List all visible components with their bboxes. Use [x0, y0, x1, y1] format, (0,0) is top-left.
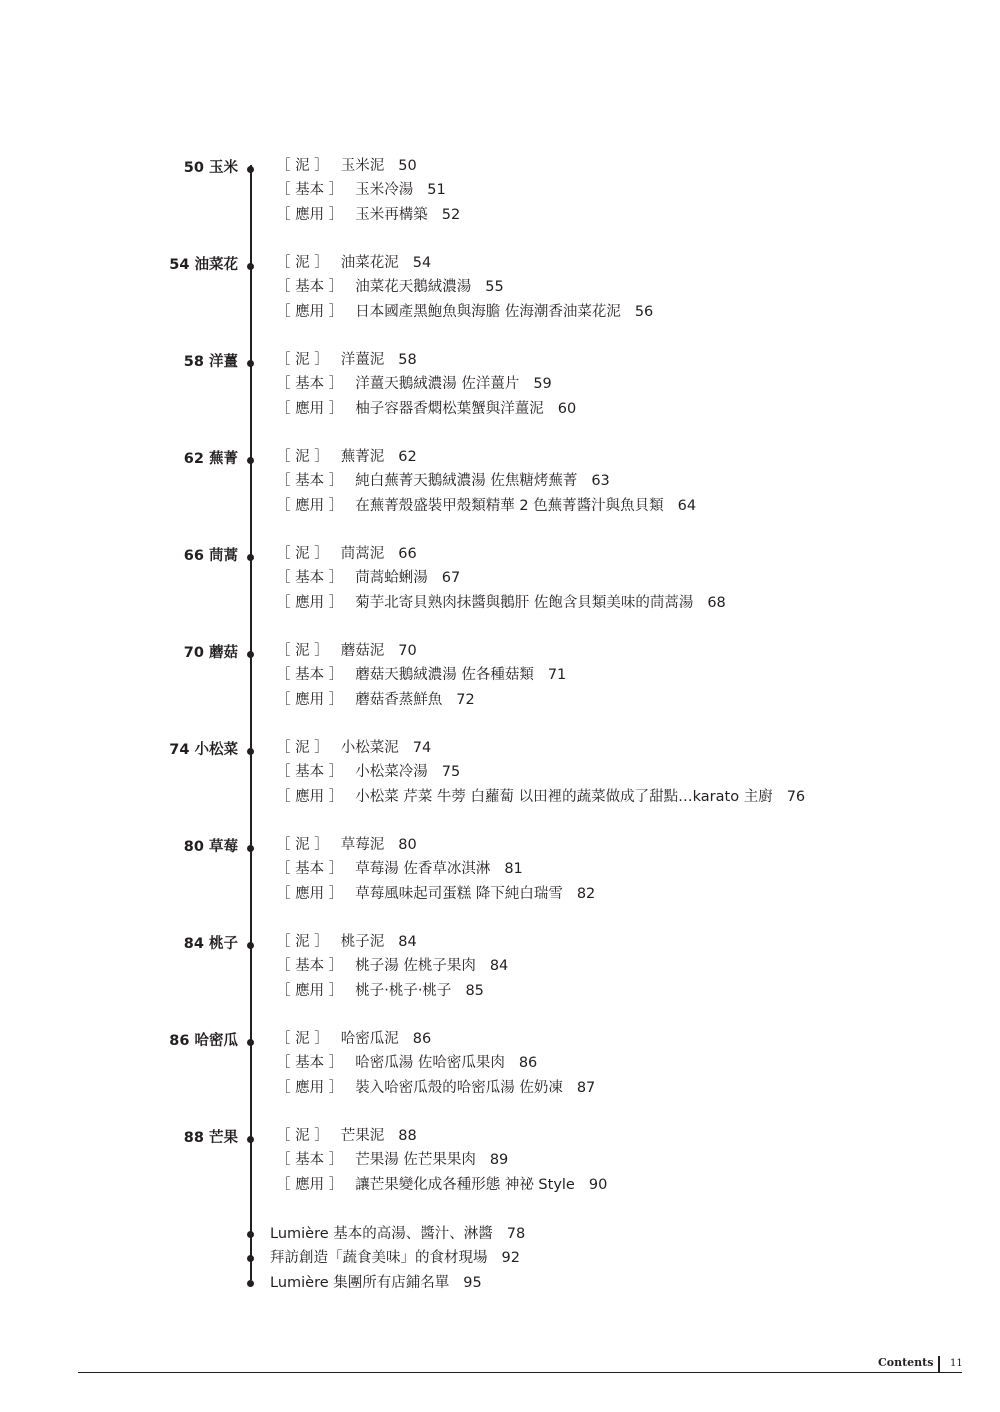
extra-page: 95	[463, 1274, 482, 1291]
section-title: 84 桃子	[183, 936, 238, 952]
entry-tag: ［ 應用 ］	[276, 497, 344, 514]
toc-entry[interactable]	[276, 377, 552, 392]
toc-entry[interactable]	[276, 668, 566, 683]
entry-title: 桃子‧桃子‧桃子	[355, 982, 452, 999]
toc-entry[interactable]	[276, 693, 475, 708]
entry-page: 59	[533, 376, 552, 393]
toc-section	[0, 837, 1000, 926]
entry-page: 60	[557, 400, 577, 417]
timeline-dot	[247, 1136, 254, 1143]
toc-section	[0, 546, 1000, 635]
entry-page: 82	[576, 885, 596, 902]
toc-entry[interactable]	[276, 765, 460, 780]
entry-title: 玉米冷湯	[355, 182, 414, 199]
entry-title: 在蕪菁殼盛裝甲殼類精華 2 色蕪菁醬汁與魚貝類	[355, 497, 664, 514]
entry-title: 蘑菇香蒸鮮魚	[355, 691, 443, 708]
toc-section	[0, 643, 1000, 732]
entry-tag: ［ 應用 ］	[276, 788, 344, 805]
entry-page: 50	[398, 158, 417, 174]
entry-tag: ［ 泥 ］	[276, 643, 329, 659]
entry-title: 洋薑天鵝絨濃湯 佐洋薑片	[355, 376, 520, 393]
extra-title: Lumière 集團所有店鋪名單	[270, 1274, 450, 1291]
entry-tag: ［ 應用 ］	[276, 1079, 344, 1096]
timeline-dot	[247, 1039, 254, 1046]
entry-tag: ［ 泥 ］	[276, 740, 329, 756]
entry-page: 54	[412, 255, 432, 271]
entry-tag: ［ 基本 ］	[276, 958, 344, 975]
entry-tag: ［ 應用 ］	[276, 400, 344, 417]
timeline-dot	[247, 1255, 254, 1262]
entry-tag: ［ 基本 ］	[276, 764, 344, 781]
entry-page: 90	[588, 1176, 608, 1193]
extra-text	[270, 1246, 520, 1267]
entry-title: 蘑菇泥	[340, 643, 385, 659]
entry-tag: ［ 應用 ］	[276, 691, 344, 708]
toc-entry[interactable]	[276, 644, 417, 659]
toc-section	[0, 158, 1000, 247]
toc-entry[interactable]	[276, 790, 805, 805]
toc-entry[interactable]	[276, 959, 508, 974]
toc-entry[interactable]	[276, 499, 696, 514]
entry-title: 小松菜冷湯	[355, 764, 428, 781]
entry-page: 86	[412, 1031, 432, 1047]
entry-title: 芒果湯 佐芒果果肉	[355, 1152, 476, 1169]
toc-section	[0, 1128, 1000, 1217]
entry-tag: ［ 應用 ］	[276, 206, 344, 223]
entry-tag: ［ 基本 ］	[276, 1055, 344, 1072]
entry-title: 蘑菇天鵝絨濃湯 佐各種菇類	[355, 667, 534, 684]
entry-page: 86	[518, 1055, 538, 1072]
toc-entry[interactable]	[276, 887, 595, 902]
entry-tag: ［ 基本 ］	[276, 473, 344, 490]
entry-tag: ［ 應用 ］	[276, 885, 344, 902]
extra-entry[interactable]	[0, 1274, 1000, 1301]
entry-tag: ［ 泥 ］	[276, 1031, 329, 1047]
toc-entry[interactable]	[276, 208, 460, 223]
extra-page: 78	[506, 1226, 526, 1242]
entry-page: 67	[441, 570, 461, 587]
timeline-dot	[247, 360, 254, 367]
page-number: 11	[950, 1358, 963, 1369]
entry-tag: ［ 基本 ］	[276, 861, 344, 878]
entry-title: 草莓風味起司蛋糕 降下純白瑞雪	[355, 885, 563, 902]
entry-page: 71	[547, 667, 567, 684]
footer-separator	[938, 1356, 940, 1372]
entry-page: 63	[591, 473, 610, 490]
entry-tag: ［ 基本 ］	[276, 279, 344, 296]
entry-title: 哈密瓜泥	[340, 1031, 399, 1047]
entry-title: 小松菜 芹菜 牛蒡 白蘿蔔 以田裡的蔬菜做成了甜點…karato 主廚	[355, 788, 773, 805]
entry-page: 52	[441, 206, 461, 223]
entry-title: 油菜花天鵝絨濃湯	[355, 279, 472, 296]
entry-page: 76	[786, 788, 806, 805]
entry-page: 81	[504, 861, 523, 878]
toc-section	[0, 740, 1000, 829]
toc-section	[0, 255, 1000, 344]
entry-page: 84	[489, 958, 509, 975]
toc-entry[interactable]	[276, 256, 431, 271]
toc-entry[interactable]	[276, 1081, 595, 1096]
entry-page: 89	[489, 1152, 509, 1169]
entry-tag: ［ 泥 ］	[276, 1128, 329, 1144]
timeline-dot	[247, 166, 254, 173]
section-title: 58 洋薑	[183, 354, 238, 370]
entry-page: 66	[398, 546, 417, 562]
toc-entry[interactable]	[276, 280, 504, 295]
section-title: 74 小松菜	[169, 742, 238, 758]
toc-entry[interactable]	[276, 1056, 537, 1071]
entry-tag: ［ 基本 ］	[276, 1152, 344, 1169]
toc-entry[interactable]	[276, 935, 417, 950]
entry-title: 洋薑泥	[340, 352, 385, 368]
entry-page: 85	[465, 982, 484, 999]
entry-title: 油菜花泥	[340, 255, 399, 271]
entry-page: 55	[485, 279, 504, 296]
entry-title: 裝入哈密瓜殼的哈密瓜湯 佐奶凍	[355, 1079, 563, 1096]
entry-title: 桃子泥	[340, 934, 385, 950]
timeline-dot	[247, 845, 254, 852]
entry-tag: ［ 基本 ］	[276, 570, 344, 587]
toc-entry[interactable]	[276, 547, 417, 562]
entry-tag: ［ 泥 ］	[276, 837, 329, 853]
toc-entry[interactable]	[276, 838, 417, 853]
entry-title: 純白蕪菁天鵝絨濃湯 佐焦糖烤蕪菁	[355, 473, 578, 490]
timeline-dot	[247, 942, 254, 949]
toc-section	[0, 934, 1000, 1023]
toc-section	[0, 352, 1000, 441]
entry-title: 草莓湯 佐香草冰淇淋	[355, 861, 491, 878]
toc-entry[interactable]	[276, 862, 523, 877]
toc-entry[interactable]	[276, 474, 610, 489]
entry-tag: ［ 應用 ］	[276, 303, 344, 320]
entry-title: 芒果泥	[340, 1128, 385, 1144]
entry-title: 桃子湯 佐桃子果肉	[355, 958, 476, 975]
entry-title: 茼蒿蛤蜊湯	[355, 570, 428, 587]
entry-page: 75	[441, 764, 461, 781]
entry-tag: ［ 應用 ］	[276, 594, 344, 611]
entry-title: 玉米泥	[340, 158, 385, 174]
entry-title: 草莓泥	[340, 837, 385, 853]
entry-page: 68	[707, 594, 726, 611]
entry-page: 58	[398, 352, 417, 368]
entry-tag: ［ 泥 ］	[276, 934, 329, 950]
toc-entry[interactable]	[276, 1032, 431, 1047]
entry-page: 72	[456, 691, 475, 708]
toc-entry[interactable]	[276, 571, 460, 586]
timeline-dot	[247, 1280, 254, 1287]
entry-title: 蕪菁泥	[340, 449, 385, 465]
toc-entry[interactable]	[276, 596, 726, 611]
toc-section	[0, 449, 1000, 538]
footer-rule	[78, 1372, 962, 1373]
entry-page: 51	[427, 182, 446, 199]
entry-page: 88	[398, 1128, 417, 1144]
footer-label: Contents	[878, 1356, 934, 1369]
entry-title: 玉米再構築	[355, 206, 428, 223]
extra-entry[interactable]	[0, 1250, 1000, 1276]
entry-tag: ［ 泥 ］	[276, 352, 329, 368]
section-title: 80 草莓	[183, 839, 238, 855]
toc-entry[interactable]	[276, 159, 417, 174]
entry-page: 70	[398, 643, 417, 659]
section-title: 62 蕪菁	[183, 451, 238, 467]
toc-entry[interactable]	[276, 1178, 607, 1193]
entry-tag: ［ 泥 ］	[276, 449, 329, 465]
extra-title: Lumière 基本的高湯、醬汁、淋醬	[270, 1226, 493, 1242]
entry-title: 茼蒿泥	[340, 546, 385, 562]
entry-page: 87	[576, 1079, 596, 1096]
timeline-dot	[247, 263, 254, 270]
entry-tag: ［ 泥 ］	[276, 255, 329, 271]
entry-tag: ［ 基本 ］	[276, 667, 344, 684]
section-title: 86 哈密瓜	[169, 1033, 238, 1049]
entry-page: 84	[398, 934, 417, 950]
toc-entry[interactable]	[276, 450, 417, 465]
entry-title: 菊芋北寄貝熟肉抹醬與鵝肝 佐飽含貝類美味的茼蒿湯	[355, 594, 694, 611]
entry-title: 哈密瓜湯 佐哈密瓜果肉	[355, 1055, 505, 1072]
entry-title: 日本國產黑鮑魚與海膽 佐海潮香油菜花泥	[355, 303, 621, 320]
timeline-dot	[247, 554, 254, 561]
section-title: 88 芒果	[183, 1130, 238, 1146]
entry-tag: ［ 應用 ］	[276, 1176, 344, 1193]
toc-entry[interactable]	[276, 1129, 417, 1144]
extra-page: 92	[501, 1250, 520, 1267]
entry-tag: ［ 基本 ］	[276, 182, 344, 199]
entry-title: 小松菜泥	[340, 740, 399, 756]
entry-page: 64	[677, 497, 697, 514]
section-title: 70 蘑菇	[183, 645, 238, 661]
entry-tag: ［ 泥 ］	[276, 158, 329, 174]
toc-entry[interactable]	[276, 741, 431, 756]
entry-tag: ［ 泥 ］	[276, 546, 329, 562]
toc-entry[interactable]	[276, 1153, 508, 1168]
toc-entry[interactable]	[276, 305, 653, 320]
entry-title: 讓芒果變化成各種形態 神祕 Style	[355, 1176, 575, 1193]
entry-tag: ［ 應用 ］	[276, 982, 344, 999]
section-title: 50 玉米	[183, 160, 238, 176]
toc-section	[0, 1031, 1000, 1120]
timeline-dot	[247, 1231, 254, 1238]
timeline-dot	[247, 457, 254, 464]
entry-page: 56	[634, 303, 654, 320]
toc-entry[interactable]	[276, 402, 576, 417]
extra-title: 拜訪創造「蔬食美味」的食材現場	[270, 1250, 488, 1267]
extra-text	[270, 1271, 482, 1292]
entry-page: 80	[398, 837, 417, 853]
toc-entry[interactable]	[276, 183, 446, 198]
entry-page: 62	[398, 449, 417, 465]
entry-tag: ［ 基本 ］	[276, 376, 344, 393]
entry-page: 74	[412, 740, 432, 756]
section-title: 66 茼蒿	[183, 548, 238, 564]
section-title: 54 油菜花	[169, 257, 238, 273]
toc-entry[interactable]	[276, 984, 484, 999]
timeline-dot	[247, 651, 254, 658]
entry-title: 柚子容器香燜松葉蟹與洋薑泥	[355, 400, 544, 417]
extra-text	[270, 1222, 525, 1243]
timeline-dot	[247, 748, 254, 755]
toc-entry[interactable]	[276, 353, 417, 368]
